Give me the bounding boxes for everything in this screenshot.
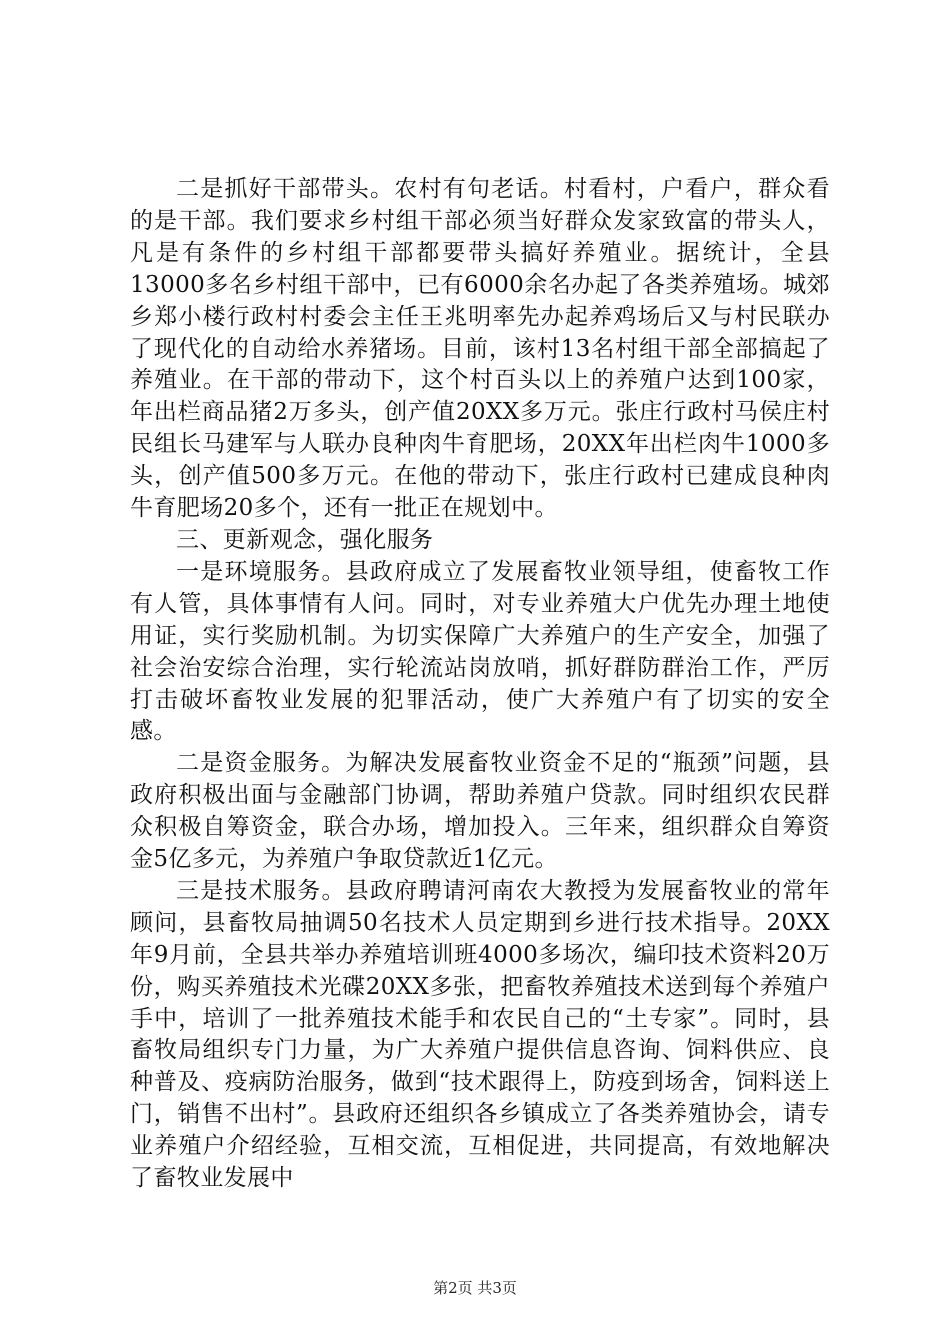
paragraph-funding-service: 二是资金服务。为解决发展畜牧业资金不足的“瓶颈”问题，县政府积极出面与金融部门协调，帮助养殖户贷款。同时组织农民群众积极自筹资金，联合办场，增加投入。三年来，组织群众自筹资金5亿多元，为养殖户争取贷款近1亿元。 [130, 750, 830, 873]
paragraph-cadre-leadership: 二是抓好干部带头。农村有句老话。村看村，户看户，群众看的是干部。我们要求乡村组干部必须当好群众发家致富的带头人，凡是有条件的乡村组干部都要带头搞好养殖业。据统计，全县13000多名乡村组干部中，已有6000余名办起了各类养殖场。城郊乡郑小楼行政村村委会主任王兆明率先办起养鸡场后又与村民联办了现代化的自动给水养猪场。目前，该村13名村组干部全部搞起了养殖业。在干部的带动下，这个村百头以上的养殖户达到100家，年出栏商品猪2万多头，创产值20XX多万元。张庄行政村马侯庄村民组长马建军与人联办良种肉牛育肥场，20XX年出栏肉牛1000多头，创产值500多万元。在他的带动下，张庄行政村已建成良种肉牛育肥场20多个，还有一批正在规划中。 [130, 176, 830, 522]
paragraph-environment-service: 一是环境服务。县政府成立了发展畜牧业领导组，使畜牧工作有人管，具体事情有人问。同时，对专业养殖大户优先办理土地使用证，实行奖励机制。为切实保障广大养殖户的生产安全，加强了社会治安综合治理，实行轮流站岗放哨，抓好群防群治工作，严厉打击破坏畜牧业发展的犯罪活动，使广大养殖户有了切实的安全感。 [130, 558, 830, 745]
document-body [130, 174, 830, 1195]
section-heading-service: 三、更新观念，强化服务 [176, 526, 434, 553]
paragraph-technical-service: 三是技术服务。县政府聘请河南农大教授为发展畜牧业的常年顾问，县畜牧局抽调50名技术人员定期到乡进行技术指导。20XX年9月前，全县共举办养殖培训班4000多场次，编印技术资料20万份，购买养殖技术光碟20XX多张，把畜牧养殖技术送到每个养殖户手中，培训了一批养殖技术能手和农民自己的“土专家”。同时，县畜牧局组织专门力量，为广大养殖户提供信息咨询、饲料供应、良种普及、疫病防治服务，做到“技术跟得上，防疫到场舍，饲料送上门，销售不出村”。县政府还组织各乡镇成立了各类养殖协会，请专业养殖户介绍经验，互相交流，互相促进，共同提高，有效地解决了畜牧业发展中 [130, 877, 830, 1192]
page-number-footer: 第2页 共3页 [433, 1279, 517, 1297]
